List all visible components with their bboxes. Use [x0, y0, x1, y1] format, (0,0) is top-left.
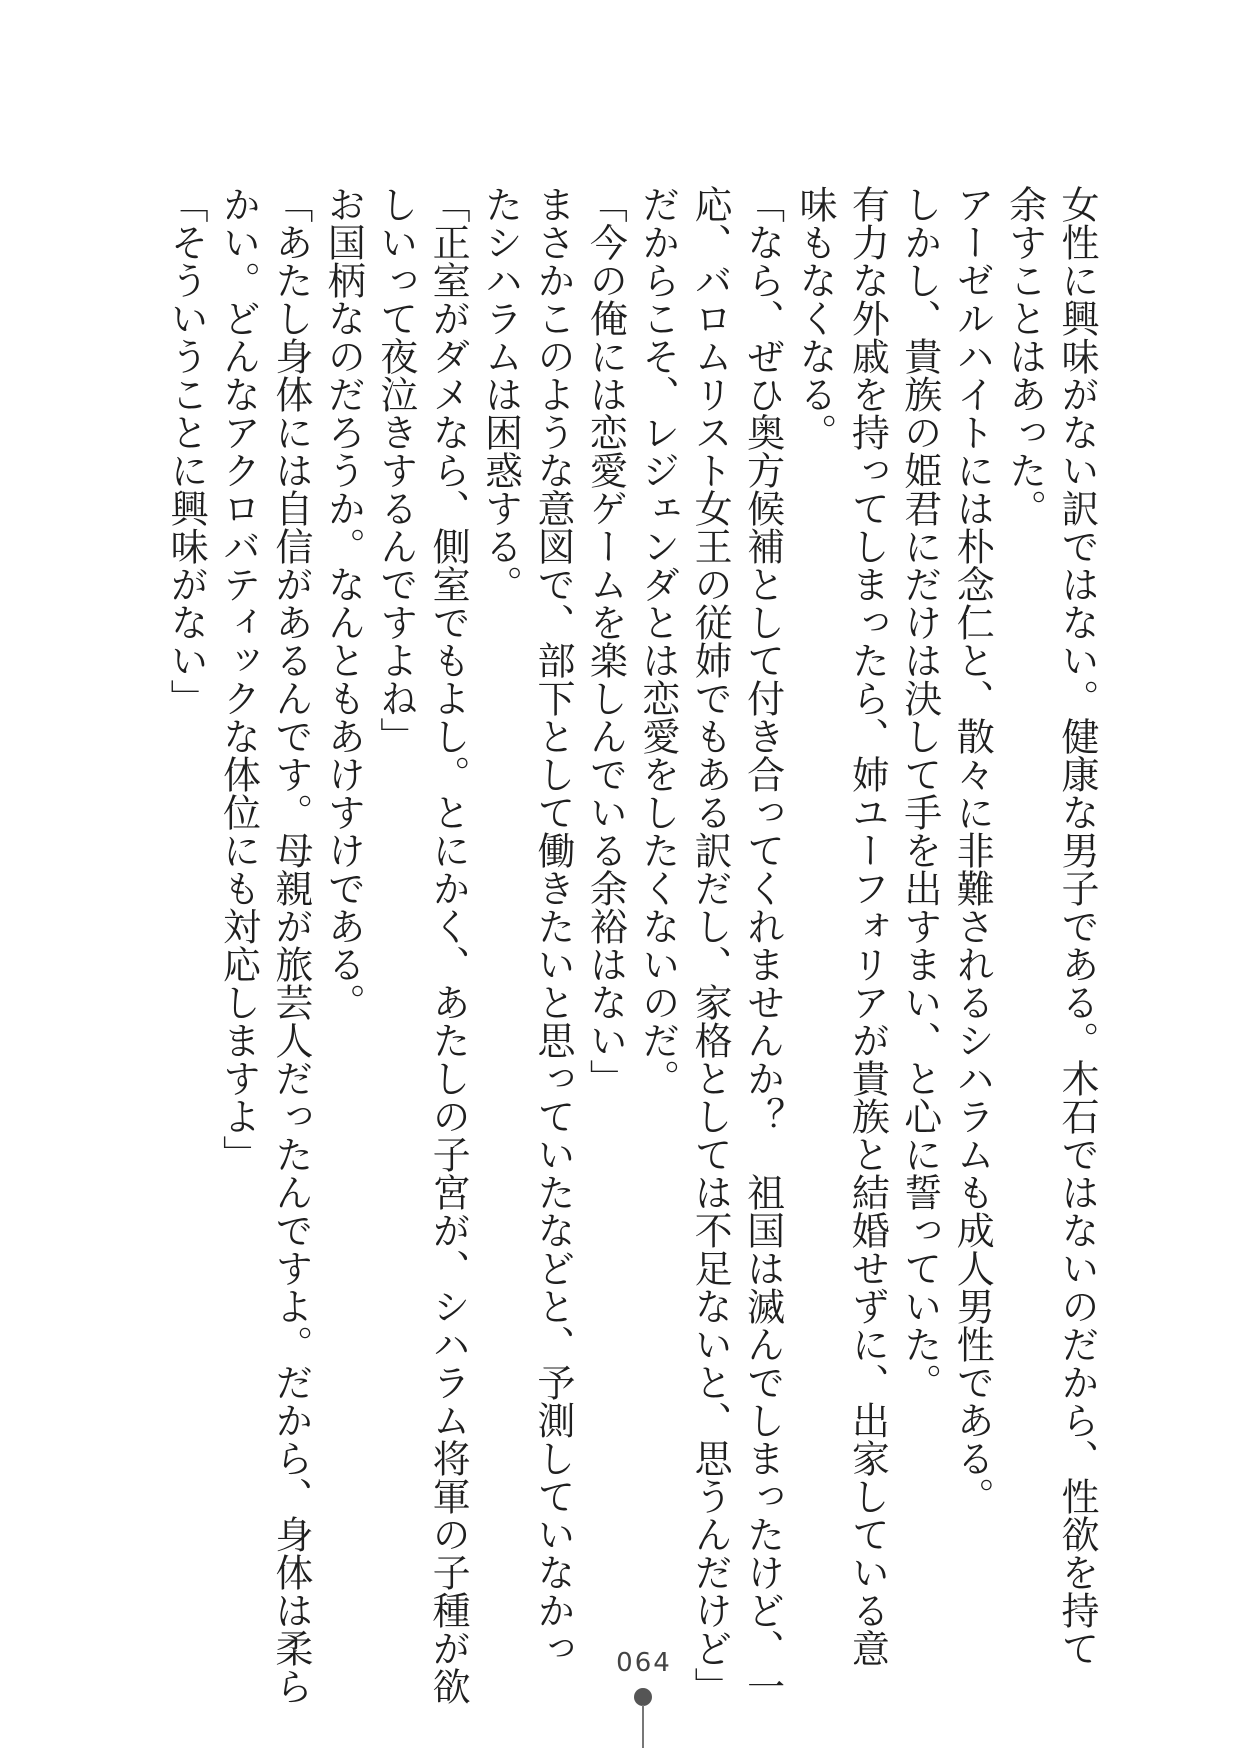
text-line-16: 「あたし身体には自信があるんです。母親が旅芸人だったんですよ。だから、身体は柔ら [268, 185, 313, 1705]
text-line-5: 有力な外戚を持ってしまったら、姉ユーフォリアが貴族と結婚せずに、出家している意 [845, 185, 890, 1667]
text-line-10: 「今の俺には恋愛ゲームを楽しんでいる余裕はない」 [583, 185, 628, 1097]
text-line-13: 「正室がダメなら、側室でもよし。とにかく、あたしの子宮が、シハラム将軍の子種が欲 [426, 185, 471, 1705]
text-line-17: かい。どんなアクロバティックな体位にも対応しますよ」 [216, 185, 261, 1173]
text-line-18: 「そういうことに興味がない」 [164, 185, 209, 717]
page-number: 064 [616, 1648, 672, 1678]
text-line-4: しかし、貴族の姫君にだけは決して手を出すまい、と心に誓っていた。 [897, 185, 942, 1401]
text-line-12: たシハラムは困惑する。 [478, 185, 523, 603]
text-line-14: しいって夜泣きするんですよね」 [373, 185, 418, 755]
page-marker-dot [634, 1688, 652, 1706]
text-line-6: 味もなくなる。 [792, 185, 837, 451]
text-line-1: 女性に興味がない訳ではない。健康な男子である。木石ではないのだから、性欲を持て [1055, 185, 1099, 1667]
page-marker-line [642, 1705, 644, 1748]
text-line-2: 余すことはあった。 [1002, 185, 1047, 527]
text-line-7: 「なら、ぜひ奥方候補として付き合ってくれませんか？ 祖国は滅んでしまったけど、一 [740, 185, 785, 1705]
text-line-9: だからこそ、レジェンダとは恋愛をしたくないのだ。 [635, 185, 680, 1097]
text-line-15: お国柄なのだろうか。なんともあけすけである。 [321, 185, 366, 1021]
text-line-3: アーゼルハイトには朴念仁と、散々に非難されるシハラムも成人男性である。 [950, 185, 995, 1515]
text-line-11: まさかこのような意図で、部下として働きたいと思っていたなどと、予測していなかっ [530, 185, 575, 1667]
text-line-8: 応、バロムリスト女王の従姉でもある訳だし、家格としては不足ないと、思うんだけど」 [688, 185, 733, 1705]
